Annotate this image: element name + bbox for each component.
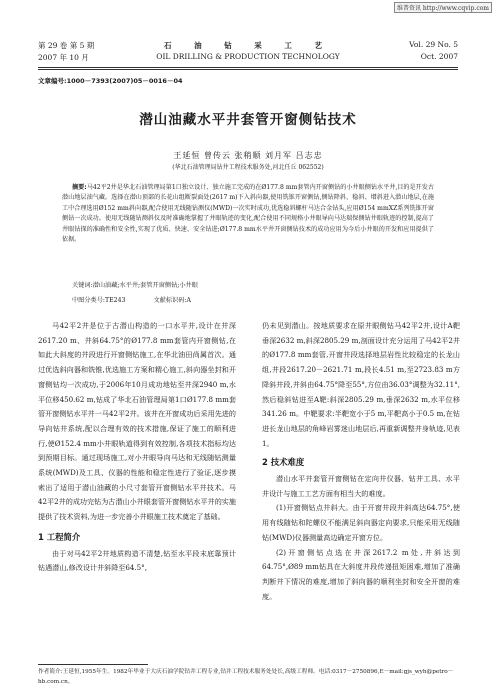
- body-column-right: [262, 319, 460, 604]
- clc-number: 中图分类号:TE243: [72, 297, 126, 304]
- continued-paragraph: 仍未见到潜山。按地质要求在原井眼侧钻马42平2井,设计A靶垂深2632 m,斜深2805.29 m,剖面设计充分运用了马42平2井的Ø177.8 mm套管,开窗井段选择地层岩性比较稳定的长龙山组,井段2617.20－2621.71 m,段长4.51 m,至2723.83 m方降斜井段,井斜由64.75°降至55°,方位由36.03°调整为32.11°,然后稳斜钻进至A靶:斜深2805.29 m,垂深2632 m,水平位移341.26 m。中靶要求:半靶宽小于5 m,平靶高小于0.5 m,在钻进长龙山地层的角峰岩雾迷山地层后,再重新调整井身轨迹,见表1。: [262, 321, 460, 448]
- journal-name-cn: 石 油 钻 采 工 艺: [163, 41, 333, 50]
- classification: [72, 295, 217, 304]
- author-list: 王延恒 曾传云 张稍顺 刘月军 吕志忠: [173, 151, 323, 160]
- header-rule-bottom: [38, 69, 458, 70]
- section-heading-2: 2 技术难度: [262, 457, 305, 468]
- difficulty-item-1: (1)开窗侧钻点井斜大。由于开窗井段井斜高达64.75°,使用有线随钻和陀螺仪不能满足斜向器定向要求,只能采用无线随钻(MWD)仪器测量高边确定开窗方位。: [262, 503, 460, 542]
- keywords: 关键词:潜山油藏;水平井;套管开窗侧钻;小井眼: [72, 282, 198, 289]
- document-code: 文献标识码:A: [153, 297, 191, 304]
- abstract: [62, 183, 434, 245]
- abstract-text: 马42平2井是华北石油管理局第1口独立设计、独立施工完成的在Ø177.8 mm套管内开窗侧钻的小井眼侧钻水平井,目的是开发古潜山地层油气藏。选择在潜山顶部的长花山组断裂面处(2617 m)下入斜向器,使用铣锥开窗侧钻,侧钻降斜、稳斜、增斜进入潜山地层,在施工中合理选用Ø152 mm斜向器,配合使用无线随钻测仪(MWD)一次实时成功,优选稳斜螺杆马达合金钻头,应用Ø154 mmXZ系列铣锥开窗侧钻一次成功。使用无线随钻测斜仪及时准确地掌握了井眼轨迹的变化,配合使用不同规格小井眼导向马达瑞保侧钻井眼轨迹的控制,提高了井眼钻探的准确性和安全性,实现了优质、快速、安全钻进;Ø177.8 mm水平井开窗侧钻技术的成功应用为今后小井眼的开发和应用提供了依据。: [62, 184, 434, 244]
- affiliation: (华北石油管理局钻井工程技术服务处,河北任丘 062552): [172, 164, 324, 171]
- footnote-rule: [38, 664, 148, 665]
- journal-name-en: OIL DRILLING & PRODUCTION TECHNOLOGY: [156, 52, 340, 61]
- header-rule-top: [38, 67, 458, 68]
- volume-cn: 第 29 卷 第 5 期: [38, 41, 95, 50]
- difficulty-intro: 潜山水平井套管开窗侧钻在定向井仪器、钻井工具、水平井设计与施工工艺方面有相当大的难度。: [262, 474, 460, 498]
- section1-paragraph: 由于对马42平2井地质构造不清楚,钻至水平段末底靠预计钻遇潜山,修改设计井斜降至64.5°,: [38, 548, 236, 573]
- intro-paragraph: 马42平2井是位于古潜山构造的一口水平井,设计在井深2617.20 m、井斜64.75°的Ø177.8 mm套管内开窗侧钻,在如此大斜度的井段进行开窗侧钻施工,在华北油田尚属首次。通过优选斜向器和铣锥,优选施工方案和精心施工,斜向器坐封和开窗侧钻均一次成功,于2006年10月成功地钻至井深2940 m,水平位移450.62 m,钻成了华北石油管理局第1口Ø177.8 mm套管开窗侧钻水平井一马42平2井。该井在开窗成功后采用先进的导向钻井系统,配以合理有效的技术措施,保证了施工的顺利进行,使Ø152.4 mm小井眼轨道得到有效控制,各项技术指标均达到预期目标。通过现场施工,对小井眼导向马达和无线随钻测量系统(MWD)及工具、仪器的性能和稳定性进行了验证,逐步摸索出了适用于潜山油藏的小尺寸套管开窗侧钻水平井技术。马42平2井的成功完钻为古潜山小井眼套管开窗侧钻水平井的实施提供了技术资料,为进一步完善小井眼施工技术奠定了基础。: [38, 321, 236, 522]
- journal-header: [38, 40, 458, 66]
- date-en: Oct. 2007: [420, 52, 458, 61]
- difficulty-item-2: (2)开窗侧钻点选在井深2617.2 m处,井斜达到64.75°,Ø89 mm钻具在大斜度井段传递扭矩困难,增加了准确判断井下情况的难度,增加了斜向器的顺利坐封和安全开窗的难度。: [262, 547, 460, 601]
- watermark: 维普资讯 http://www.cqvip.com: [394, 2, 492, 13]
- date-cn: 2007 年 10 月: [38, 53, 89, 62]
- paper-title: 潜山油藏水平井套管开窗侧钻技术: [139, 112, 357, 128]
- abstract-label: 摘要:: [72, 184, 87, 191]
- volume-en: Vol. 29 No. 5: [409, 40, 458, 49]
- article-number: 文章编号:1000－7393(2007)05－0016－04: [38, 77, 183, 85]
- section-heading-1: 1 工程简介: [38, 531, 81, 542]
- author-footnote: 作者简介:王延恒,1955年生。1982年毕业于大庆石油学院钻井工程专业,钻井工程技术服务处处长,高级工程师。电话:0317－2750896,E－mail:gjs_wyh@petro－hb.com.cn。: [38, 669, 454, 685]
- body-column-left: [38, 319, 236, 576]
